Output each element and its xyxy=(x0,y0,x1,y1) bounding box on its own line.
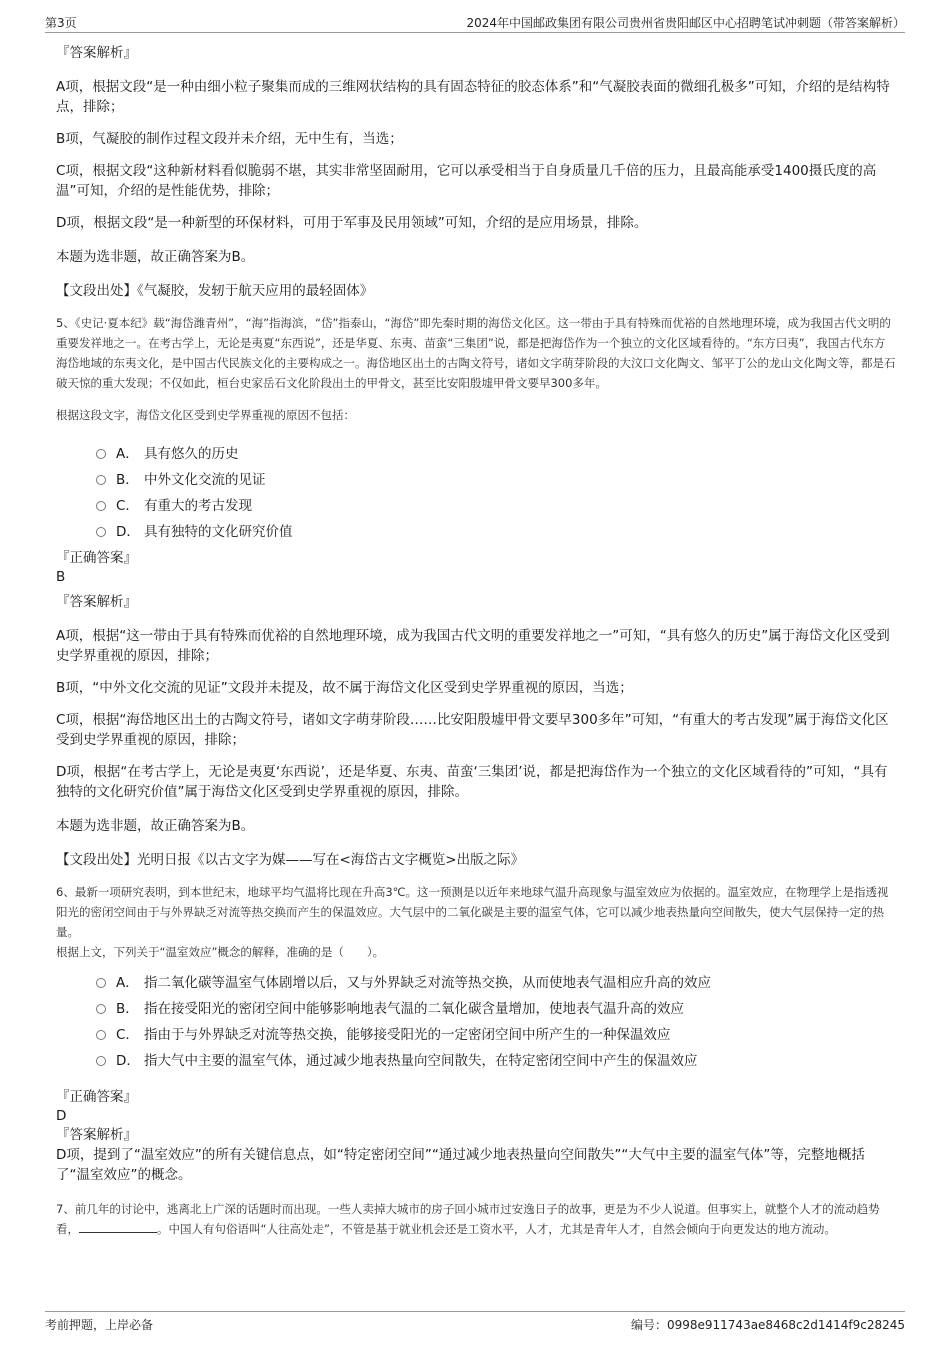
q6-option-d[interactable]: D． 指大气中主要的温室气体，通过减少地表热量向空间散失，在特定密闭空间中产生的保温效应 xyxy=(96,1046,896,1072)
q4-analysis-c: C项，根据文段“这种新材料看似脆弱不堪，其实非常坚固耐用，它可以承受相当于自身质量几千倍的压力，且最高能承受1400摄氏度的高温”可知，介绍的是性能优势，排除； xyxy=(56,163,877,199)
radio-icon[interactable] xyxy=(96,527,106,537)
q5-conclusion: 本题为选非题，故正确答案为B。 xyxy=(56,818,255,834)
q5-analysis-b: B项，“中外文化交流的见证”文段并未提及，故不属于海岱文化区受到史学界重视的原因，当选； xyxy=(56,680,633,696)
q5-option-d[interactable]: D． 具有独特的文化研究价值 xyxy=(96,517,896,543)
page-content xyxy=(56,44,896,1239)
q5-answer: B xyxy=(56,569,66,585)
q5-stem: 5、《史记·夏本纪》载“海岱潍青州”，“海”指海滨，“岱”指泰山，“海岱”即先秦时期的海岱文化区。这一带由于具有特殊而优裕的自然地理环境，成为我国古代文明的重要发祥地之一。在考古学上，无论是夷夏“东西说”，还是华夏、东夷、苗蛮“三集团”说，都是把海岱作为一个独立的文化区域看待的。“东方曰夷”，我国古代东方海岱地域的东夷文化，是中国古代民族文化的主要构成之一。海岱地区出土的古陶文符号，诸如文字萌芽阶段的大汶口文化陶文、邹平丁公的龙山文化陶文等，都是石破天惊的重大发现；不仅如此，桓台史家岳石文化阶段出土的甲骨文，甚至比安阳殷墟甲骨文要早300多年。 xyxy=(56,316,896,390)
q5-option-c[interactable]: C． 有重大的考古发现 xyxy=(96,491,896,517)
radio-icon[interactable] xyxy=(96,449,106,459)
radio-icon[interactable] xyxy=(96,1004,106,1014)
q6-options xyxy=(56,968,896,1072)
q7-stem: 7、前几年的讨论中，逃离北上广深的话题时而出现。一些人卖掉大城市的房子回小城市过安逸日子的故事，更是为不少人说道。但事实上，就整个人才的流动趋势看， 。中国人有句俗语叫“人往高处走”，不管是基于就业机会还是工资水平，人才，尤其是青年人才，自然会倾向于向更发达的地方流动。 xyxy=(56,1202,880,1236)
q5-analysis-c: C项，根据“海岱地区出土的古陶文符号，诸如文字萌芽阶段……比安阳殷墟甲骨文要早300多年”可知，“有重大的考古发现”属于海岱文化区受到史学界重视的原因，排除； xyxy=(56,712,889,748)
q5-question: 根据这段文字，海岱文化区受到史学界重视的原因不包括： xyxy=(56,408,355,422)
q4-analysis-a: A项，根据文段“是一种由细小粒子聚集而成的三维网状结构的具有固态特征的胶态体系”和“气凝胶表面的微细孔极多”可知，介绍的是结构特点，排除； xyxy=(56,79,890,115)
q5-analysis-d: D项，根据“在考古学上，无论是夷夏‘东西说’，还是华夏、东夷、苗蛮‘三集团’说，都是把海岱作为一个独立的文化区域看待的”可知，“具有独特的文化研究价值”属于海岱文化区受到史学界重视的原因，排除。 xyxy=(56,764,888,800)
page-header xyxy=(45,12,905,33)
q6-analysis: D项，提到了“温室效应”的所有关键信息点，如“特定密闭空间”“通过减少地表热量向空间散失”“大气中主要的温室气体”等，完整地概括了“温室效应”的概念。 xyxy=(56,1147,865,1183)
radio-icon[interactable] xyxy=(96,1030,106,1040)
page-footer xyxy=(45,1311,905,1334)
q6-analysis-label: 『答案解析』 xyxy=(56,1127,137,1143)
q6-option-c[interactable]: C． 指由于与外界缺乏对流等热交换，能够接受阳光的一定密闭空间中所产生的一种保温效应 xyxy=(96,1020,896,1046)
radio-icon[interactable] xyxy=(96,475,106,485)
q5-option-b[interactable]: B． 中外文化交流的见证 xyxy=(96,465,896,491)
q4-conclusion: 本题为选非题，故正确答案为B。 xyxy=(56,249,255,265)
q6-option-a[interactable]: A． 指二氧化碳等温室气体剧增以后，又与外界缺乏对流等热交换，从而使地表气温相应升高的效应 xyxy=(96,968,896,994)
q5-options xyxy=(56,439,896,543)
q4-analysis-d: D项，根据文段“是一种新型的环保材料，可用于军事及民用领域”可知，介绍的是应用场景，排除。 xyxy=(56,215,648,231)
q4-analysis-label: 『答案解析』 xyxy=(56,45,137,61)
radio-icon[interactable] xyxy=(96,501,106,511)
q4-analysis-b: B项，气凝胶的制作过程文段并未介绍，无中生有，当选； xyxy=(56,131,403,147)
q5-analysis-a: A项，根据“这一带由于具有特殊而优裕的自然地理环境，成为我国古代文明的重要发祥地之一”可知，“具有悠久的历史”属于海岱文化区受到史学界重视的原因，排除； xyxy=(56,628,890,664)
q6-option-b[interactable]: B． 指在接受阳光的密闭空间中能够影响地表气温的二氧化碳含量增加，使地表气温升高的效应 xyxy=(96,994,896,1020)
page-number: 第3页 xyxy=(45,16,77,30)
footer-slogan: 考前押题，上岸必备 xyxy=(45,1318,154,1332)
q4-source: 【文段出处】《气凝胶，发轫于航天应用的最轻固体》 xyxy=(56,283,374,299)
answer-blank[interactable] xyxy=(79,1220,157,1233)
q5-analysis-label: 『答案解析』 xyxy=(56,594,137,610)
radio-icon[interactable] xyxy=(96,1056,106,1066)
q6-answer: D xyxy=(56,1108,67,1124)
q5-answer-label: 『正确答案』 xyxy=(56,550,137,566)
document-id: 编号：0998e911743ae8468c2d1414f9c28245 xyxy=(630,1318,905,1332)
q6-stem: 6、最新一项研究表明，到本世纪末，地球平均气温将比现在升高3℃。这一预测是以近年来地球气温升高现象与温室效应为依据的。温室效应，在物理学上是指透视阳光的密闭空间由于与外界缺乏对流等热交换而产生的保温效应。大气层中的二氧化碳是主要的温室气体，它可以减少地表热量向空间散失，使大气层保持一定的热量。 xyxy=(56,885,889,939)
q5-source: 【文段出处】光明日报《以古文字为媒——写在<海岱古文字概览>出版之际》 xyxy=(56,852,525,868)
q6-question: 根据上文，下列关于“温室效应”概念的解释，准确的是（ ）。 xyxy=(56,945,385,959)
radio-icon[interactable] xyxy=(96,978,106,988)
q6-answer-label: 『正确答案』 xyxy=(56,1089,137,1105)
document-title: 2024年中国邮政集团有限公司贵州省贵阳邮区中心招聘笔试冲刺题（带答案解析） xyxy=(466,16,905,30)
q5-option-a[interactable]: A． 具有悠久的历史 xyxy=(96,439,896,465)
